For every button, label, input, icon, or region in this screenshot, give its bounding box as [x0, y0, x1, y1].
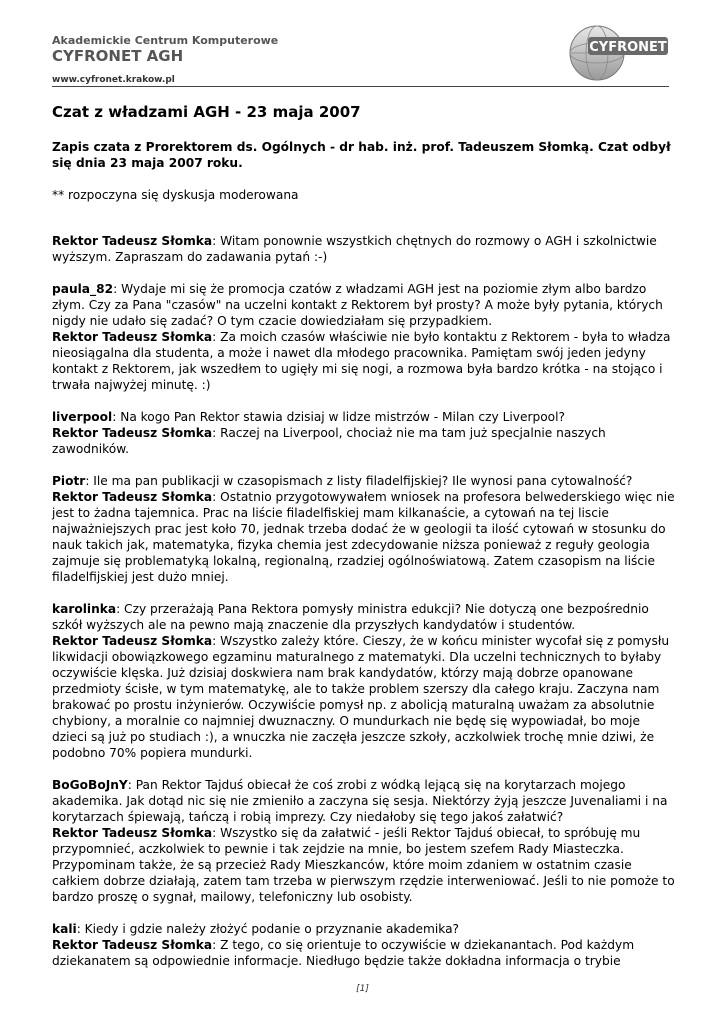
- chat-message: [52, 409, 677, 425]
- chat-transcript: [52, 102, 677, 985]
- message-text: : Ile ma pan publikacji w czasopismach z listy filadelfijskiej? Ile wynosi pana cytowalność?: [85, 474, 633, 488]
- message-text: : Wszystko zależy które. Cieszy, że w końcu minister wycofał się z pomysłu likwidacji obowiązkowego egzaminu maturalnego z matematyki. Dla uczelni technicznych to byłaby oczywiście klęska. Już dzisiaj doskwiera nam brak kandydatów, którzy mają dobrze opanowane przedmioty ścisłe, w tym matematykę, ale to także problem szerszy dla całego kraju. Zaczyna nam brakować po prostu inżynierów. Oczywiście pomysł np. z abolicją maturalną uważam za absolutnie chybiony, a moralnie co najmniej dwuznaczny. O mundurkach nie będę się wypowiadał, bo moje dzieci są już po studiach :), a wnuczka nie zaczęła jeszcze szkoły, aczkolwiek trochę mnie dziwi, że podobno 70% popiera mundurki.: [52, 634, 670, 760]
- message-text: : Ostatnio przygotowywałem wniosek na profesora belwederskiego więc nie jest to żadna tajemnica. Prac na liście filadelfiskiej mam kilkanaście, a cytowań na tej liscie najważniejszych prac jest koło 70, jednak trzeba dodać że w geologii ta ilość cytowań w stosunku do nauk takich jak, matematyka, fizyka chemia jest zdecydowanie niższa ponieważ z reguły geologia zajmuje się problematyką lokalną, regionalną, rzadziej ogólnoświatową. Zatem czasopism na liście filadelfijskiej jest dużo mniej.: [52, 490, 675, 584]
- speaker-name: Rektor Tadeusz Słomka: [52, 234, 213, 248]
- chat-message: [52, 937, 677, 969]
- chat-message: [52, 921, 677, 937]
- cyfronet-logo: [562, 24, 670, 82]
- message-text: : Pan Rektor Tajduś obiecał że coś zrobi z wódką lejącą się na korytarzach mojego akademika. Jak dotąd nic się nie zmieniło a zaczyna się sesja. Niektórzy żyją jeszcze Juvenaliami i na korytarzach śpiewają, tańczą i robią imprezy. Czy niedałoby się tego jakoś załatwić?: [52, 778, 668, 824]
- chat-message: [52, 425, 677, 457]
- chat-message: [52, 489, 677, 585]
- speaker-name: Rektor Tadeusz Słomka: [52, 490, 213, 504]
- speaker-name: BoGoBoJnY: [52, 778, 128, 792]
- header-divider: [52, 86, 669, 87]
- speaker-name: Rektor Tadeusz Słomka: [52, 826, 213, 840]
- speaker-name: kali: [52, 922, 77, 936]
- chat-exchange: [52, 777, 677, 905]
- chat-message: [52, 329, 677, 393]
- speaker-name: Rektor Tadeusz Słomka: [52, 330, 213, 344]
- chat-exchange: [52, 601, 677, 761]
- message-text: : Za moich czasów właściwie nie było kontaktu z Rektorem - była to władza nieosiągalna dla studenta, a może i nawet dla młodego pracownika. Pamiętam swój jeden jedyny kontakt z Rektorem, jak wszedłem to ugięły mi się nogi, a rozmowa była bardzo krótka - na stojąco i trwała najwyżej minutę. :): [52, 330, 671, 392]
- site-url: www.cyfronet.krakow.pl: [52, 75, 175, 85]
- speaker-name: karolinka: [52, 602, 117, 616]
- brand-name: CYFRONET AGH: [52, 47, 184, 65]
- org-name: Akademickie Centrum Komputerowe: [52, 34, 279, 47]
- message-text: : Na kogo Pan Rektor stawia dzisiaj w lidze mistrzów - Milan czy Liverpool?: [112, 410, 565, 424]
- chat-message: [52, 777, 677, 825]
- chat-message: [52, 473, 677, 489]
- chat-message: [52, 825, 677, 905]
- moderation-note: ** rozpoczyna się dyskusja moderowana: [52, 188, 299, 202]
- page-title: Czat z władzami AGH - 23 maja 2007: [52, 103, 361, 121]
- speaker-name: paula_82: [52, 282, 114, 296]
- chat-message: [52, 281, 677, 329]
- chat-exchange: [52, 281, 677, 393]
- chat-exchange: [52, 409, 677, 457]
- speaker-name: Piotr: [52, 474, 86, 488]
- page-number: [1]: [356, 984, 369, 994]
- speaker-name: Rektor Tadeusz Słomka: [52, 938, 213, 952]
- message-text: : Wydaje mi się że promocja czatów z władzami AGH jest na poziomie złym albo bardzo złym. Czy za Pana "czasów" na uczelni kontakt z Rektorem był prosty? A może były pytania, których nigdy nie udało się zadać? O tym czacie dowiedziałam się przypadkiem.: [52, 282, 663, 328]
- intro-paragraph: Zapis czata z Prorektorem ds. Ogólnych - dr hab. inż. prof. Tadeuszem Słomką. Czat odbył się dnia 23 maja 2007 roku.: [52, 140, 671, 170]
- chat-message: [52, 233, 677, 265]
- chat-exchange: [52, 921, 677, 969]
- speaker-name: Rektor Tadeusz Słomka: [52, 426, 213, 440]
- message-text: : Kiedy i gdzie należy złożyć podanie o przyznanie akademika?: [76, 922, 460, 936]
- message-text: : Wszystko się da załatwić - jeśli Rektor Tajduś obiecał, to spróbuję mu przypomnieć, aczkolwiek to pewnie i tak zejdzie na mnie, bo jestem szefem Rady Miasteczka. Przypominam także, że są przecież Rady Mieszkanców, które moim zdaniem w ostatnim czasie całkiem dobrze działają, zatem tam trzeba w pierwszym rzędzie interweniować. Jeśli to nie pomoże to bardzo proszę o sygnał, mailowy, telefoniczny lub osobisty.: [52, 826, 675, 904]
- speaker-name: liverpool: [52, 410, 113, 424]
- speaker-name: Rektor Tadeusz Słomka: [52, 634, 213, 648]
- chat-exchange: [52, 473, 677, 585]
- chat-message: [52, 601, 677, 633]
- message-text: : Czy przerażają Pana Rektora pomysły ministra edukcji? Nie dotyczą one bezpośrednio szkół wyższych ale na pewno mają znaczenie dla przyszłych kandydatów i studentów.: [52, 602, 649, 632]
- message-text: : Witam ponownie wszystkich chętnych do rozmowy o AGH i szkolnictwie wyższym. Zapraszam do zadawania pytań :-): [52, 234, 657, 264]
- chat-message: [52, 633, 677, 761]
- message-text: : Z tego, co się orientuje to oczywiście w dziekanantach. Pod każdym dziekanatem są odpowiednie informacje. Niedługo będzie także dokładna informacja o trybie: [52, 938, 635, 968]
- chat-exchange: [52, 233, 677, 265]
- svg-text:CYFRONET: CYFRONET: [589, 40, 667, 55]
- message-text: : Raczej na Liverpool, chociaż nie ma tam już specjalnie naszych zawodników.: [52, 426, 606, 456]
